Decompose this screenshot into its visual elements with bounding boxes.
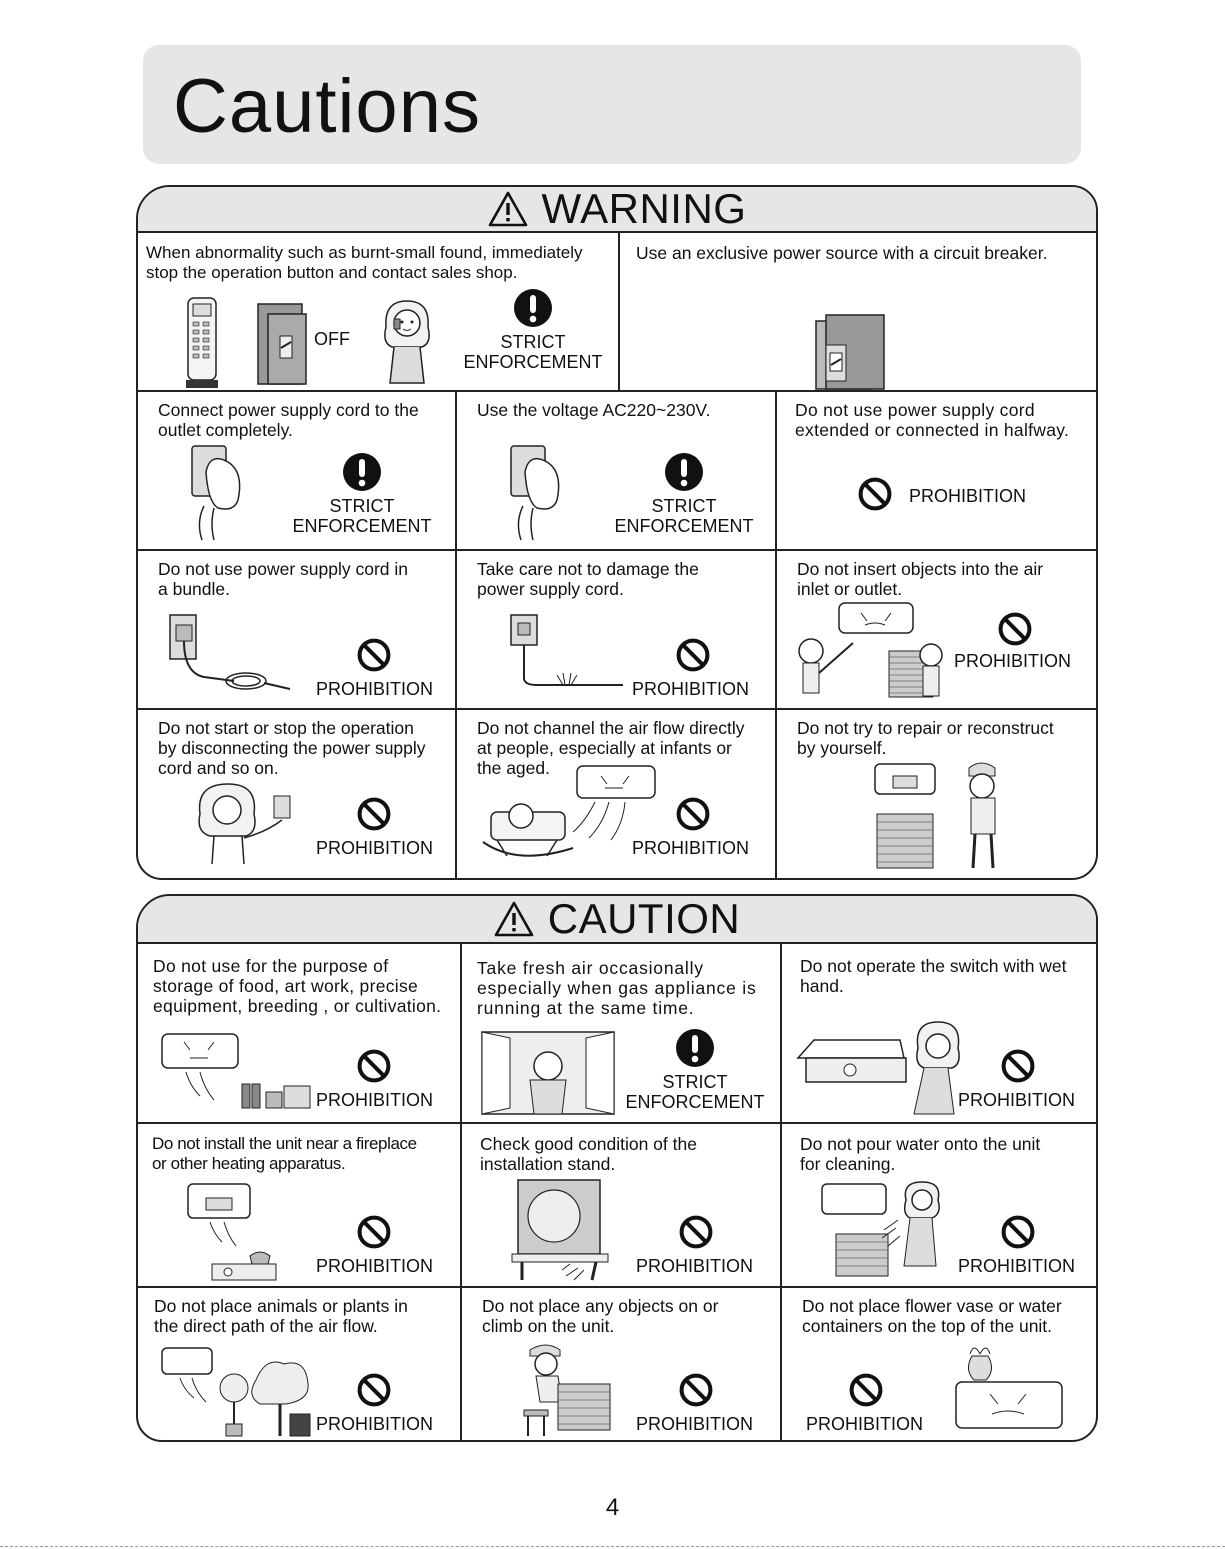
unit-and-stove-icon (184, 1180, 294, 1284)
page-title: Cautions (173, 64, 481, 149)
caution-cell-pour-water (782, 1124, 1096, 1286)
warning-triangle-icon (494, 901, 534, 937)
cell-text: Do not insert objects into the air inlet or outlet. (797, 559, 1044, 599)
cell-text: Do not place flower vase or water containers on the top of the unit. (802, 1296, 1062, 1336)
badge-line-2: ENFORCEMENT (463, 352, 603, 372)
plug-in-hand-icon (188, 442, 248, 542)
badge-line-2: ENFORCEMENT (292, 516, 432, 536)
prohibition-icon (1000, 1048, 1036, 1084)
warning-triangle-icon (488, 191, 528, 227)
prohibition-icon (678, 1214, 714, 1250)
caution-header (138, 896, 1096, 944)
child-climbing-unit-icon (518, 1340, 618, 1440)
prohibition-icon (356, 637, 392, 673)
bottom-divider (0, 1546, 1225, 1547)
caution-cell-storage (138, 944, 462, 1122)
prohibition-icon (356, 1372, 392, 1408)
strict-enforcement-badge (610, 1028, 780, 1112)
cell-text: Do not use power supply cord in a bundle. (158, 559, 408, 599)
exclamation-icon (675, 1028, 715, 1068)
warning-header (138, 187, 1096, 233)
caution-cell-fireplace (138, 1124, 462, 1286)
caution-cell-climb (462, 1288, 782, 1442)
prohibition-icon (356, 1048, 392, 1084)
prohibition-label: PROHIBITION (632, 838, 750, 858)
caution-cell-wet-hand (782, 944, 1096, 1122)
exclamation-icon (513, 288, 553, 328)
warning-cell-connect-cord (138, 392, 457, 549)
caution-row-2 (138, 1124, 1096, 1288)
page-title-box (143, 45, 1081, 164)
cell-text: Do not use power supply cord extended or connected in halfway. (795, 400, 1070, 440)
badge-line-1: STRICT (651, 496, 717, 516)
badge-line-1: STRICT (329, 496, 395, 516)
prohibition-icon (1000, 1214, 1036, 1250)
cell-text: Connect power supply cord to the outlet completely. (158, 400, 419, 440)
bundled-cord-icon (164, 611, 294, 701)
technician-and-unit-icon (871, 760, 1011, 872)
badge-line-1: STRICT (662, 1072, 728, 1092)
strict-enforcement-badge (600, 452, 768, 536)
caution-panel (136, 894, 1098, 1442)
broken-stand-icon (508, 1176, 628, 1282)
plug-in-hand-icon (507, 442, 567, 542)
damaged-cord-icon (507, 611, 627, 691)
warning-row-4 (138, 710, 1096, 880)
prohibition-label: PROHIBITION (316, 1256, 434, 1276)
strict-enforcement-badge (458, 288, 608, 372)
strict-enforcement-badge (278, 452, 446, 536)
cell-text: Do not place animals or plants in the direct path of the air flow. (154, 1296, 408, 1336)
warning-heading: WARNING (541, 185, 747, 232)
warning-cell-repair (777, 710, 1096, 880)
woman-pulling-cord-icon (186, 778, 306, 866)
badge-line-2: ENFORCEMENT (625, 1092, 765, 1112)
cell-text: Take fresh air occasionally especially when gas appliance is running at the same time. (477, 958, 757, 1018)
children-and-unit-icon (791, 599, 951, 705)
prohibition-label: PROHIBITION (909, 486, 1027, 506)
cell-text: Do not place any objects on or climb on the unit. (482, 1296, 719, 1336)
cell-text: Use an exclusive power source with a circuit breaker. (636, 243, 1048, 263)
prohibition-icon (356, 796, 392, 832)
cell-text: Do not channel the air flow directly at people, especially at infants or the aged. (477, 718, 745, 778)
prohibition-label: PROHIBITION (636, 1256, 754, 1276)
prohibition-icon (675, 637, 711, 673)
cell-text: When abnormality such as burnt-small found, immediately stop the operation button and contact sales shop. (146, 243, 583, 282)
prohibition-label: PROHIBITION (958, 1090, 1076, 1110)
unit-plants-dog-icon (160, 1344, 320, 1440)
badge-line-1: STRICT (500, 332, 566, 352)
prohibition-label: PROHIBITION (316, 838, 434, 858)
woman-pouring-water-icon (818, 1180, 948, 1280)
warning-cell-disconnect (138, 710, 457, 880)
prohibition-label: PROHIBITION (316, 1090, 434, 1110)
caution-cell-flower-vase (782, 1288, 1096, 1442)
cell-text: Take care not to damage the power supply cord. (477, 559, 699, 599)
caution-cell-animals-plants (138, 1288, 462, 1442)
prohibition-icon (356, 1214, 392, 1250)
cell-text: Do not pour water onto the unit for cleaning. (800, 1134, 1041, 1174)
prohibition-label: PROHIBITION (636, 1414, 754, 1434)
caution-heading: CAUTION (547, 895, 741, 942)
warning-cell-abnormality (138, 233, 620, 390)
prohibition-icon (848, 1372, 884, 1408)
prohibition-label: PROHIBITION (958, 1256, 1076, 1276)
warning-panel (136, 185, 1098, 880)
cell-text: Use the voltage AC220~230V. (477, 400, 711, 420)
cell-text: Do not use for the purpose of storage of food, art work, precise equipment, breeding , or cultivation. (153, 956, 442, 1016)
warning-cell-extended-cord (777, 392, 1096, 549)
warning-cell-damage-cord (457, 551, 777, 708)
warning-cell-bundle (138, 551, 457, 708)
cell-text: Do not try to repair or reconstruct by yourself. (797, 718, 1054, 758)
caution-row-3 (138, 1288, 1096, 1442)
prohibition-label: PROHIBITION (316, 1414, 434, 1434)
warning-cell-voltage (457, 392, 777, 549)
warning-cell-exclusive-power (620, 233, 1096, 390)
vase-on-unit-icon (950, 1340, 1066, 1436)
open-window-icon (478, 1028, 618, 1118)
prohibition-label: PROHIBITION (316, 679, 434, 699)
woman-at-switch-icon (794, 1018, 974, 1116)
off-label: OFF (314, 329, 350, 349)
prohibition-label: PROHIBITION (632, 679, 750, 699)
badge-line-2: ENFORCEMENT (614, 516, 754, 536)
cell-text: Do not install the unit near a fireplace or other heating apparatus. (152, 1134, 417, 1173)
circuit-breaker-icon (812, 313, 892, 393)
remote-and-breaker-icon (182, 296, 382, 388)
caution-row-1 (138, 944, 1096, 1124)
exclamation-icon (664, 452, 704, 492)
prohibition-icon (997, 611, 1033, 647)
warning-row-2 (138, 392, 1096, 551)
warning-cell-insert-objects (777, 551, 1096, 708)
caution-cell-stand (462, 1124, 782, 1286)
cell-text: Check good condition of the installation stand. (480, 1134, 697, 1174)
prohibition-label: PROHIBITION (954, 651, 1072, 671)
cell-text: Do not operate the switch with wet hand. (800, 956, 1067, 996)
woman-phone-icon (376, 295, 438, 385)
exclamation-icon (342, 452, 382, 492)
warning-row-3 (138, 551, 1096, 710)
unit-and-food-icon (160, 1028, 320, 1116)
warning-cell-air-flow-people (457, 710, 777, 880)
prohibition-icon (675, 796, 711, 832)
prohibition-icon (857, 476, 893, 512)
caution-cell-fresh-air (462, 944, 782, 1122)
cell-text: Do not start or stop the operation by disconnecting the power supply cord and so on. (158, 718, 426, 778)
warning-row-1 (138, 233, 1096, 392)
page-number: 4 (605, 1494, 620, 1521)
prohibition-icon (678, 1372, 714, 1408)
prohibition-label: PROHIBITION (806, 1414, 924, 1434)
